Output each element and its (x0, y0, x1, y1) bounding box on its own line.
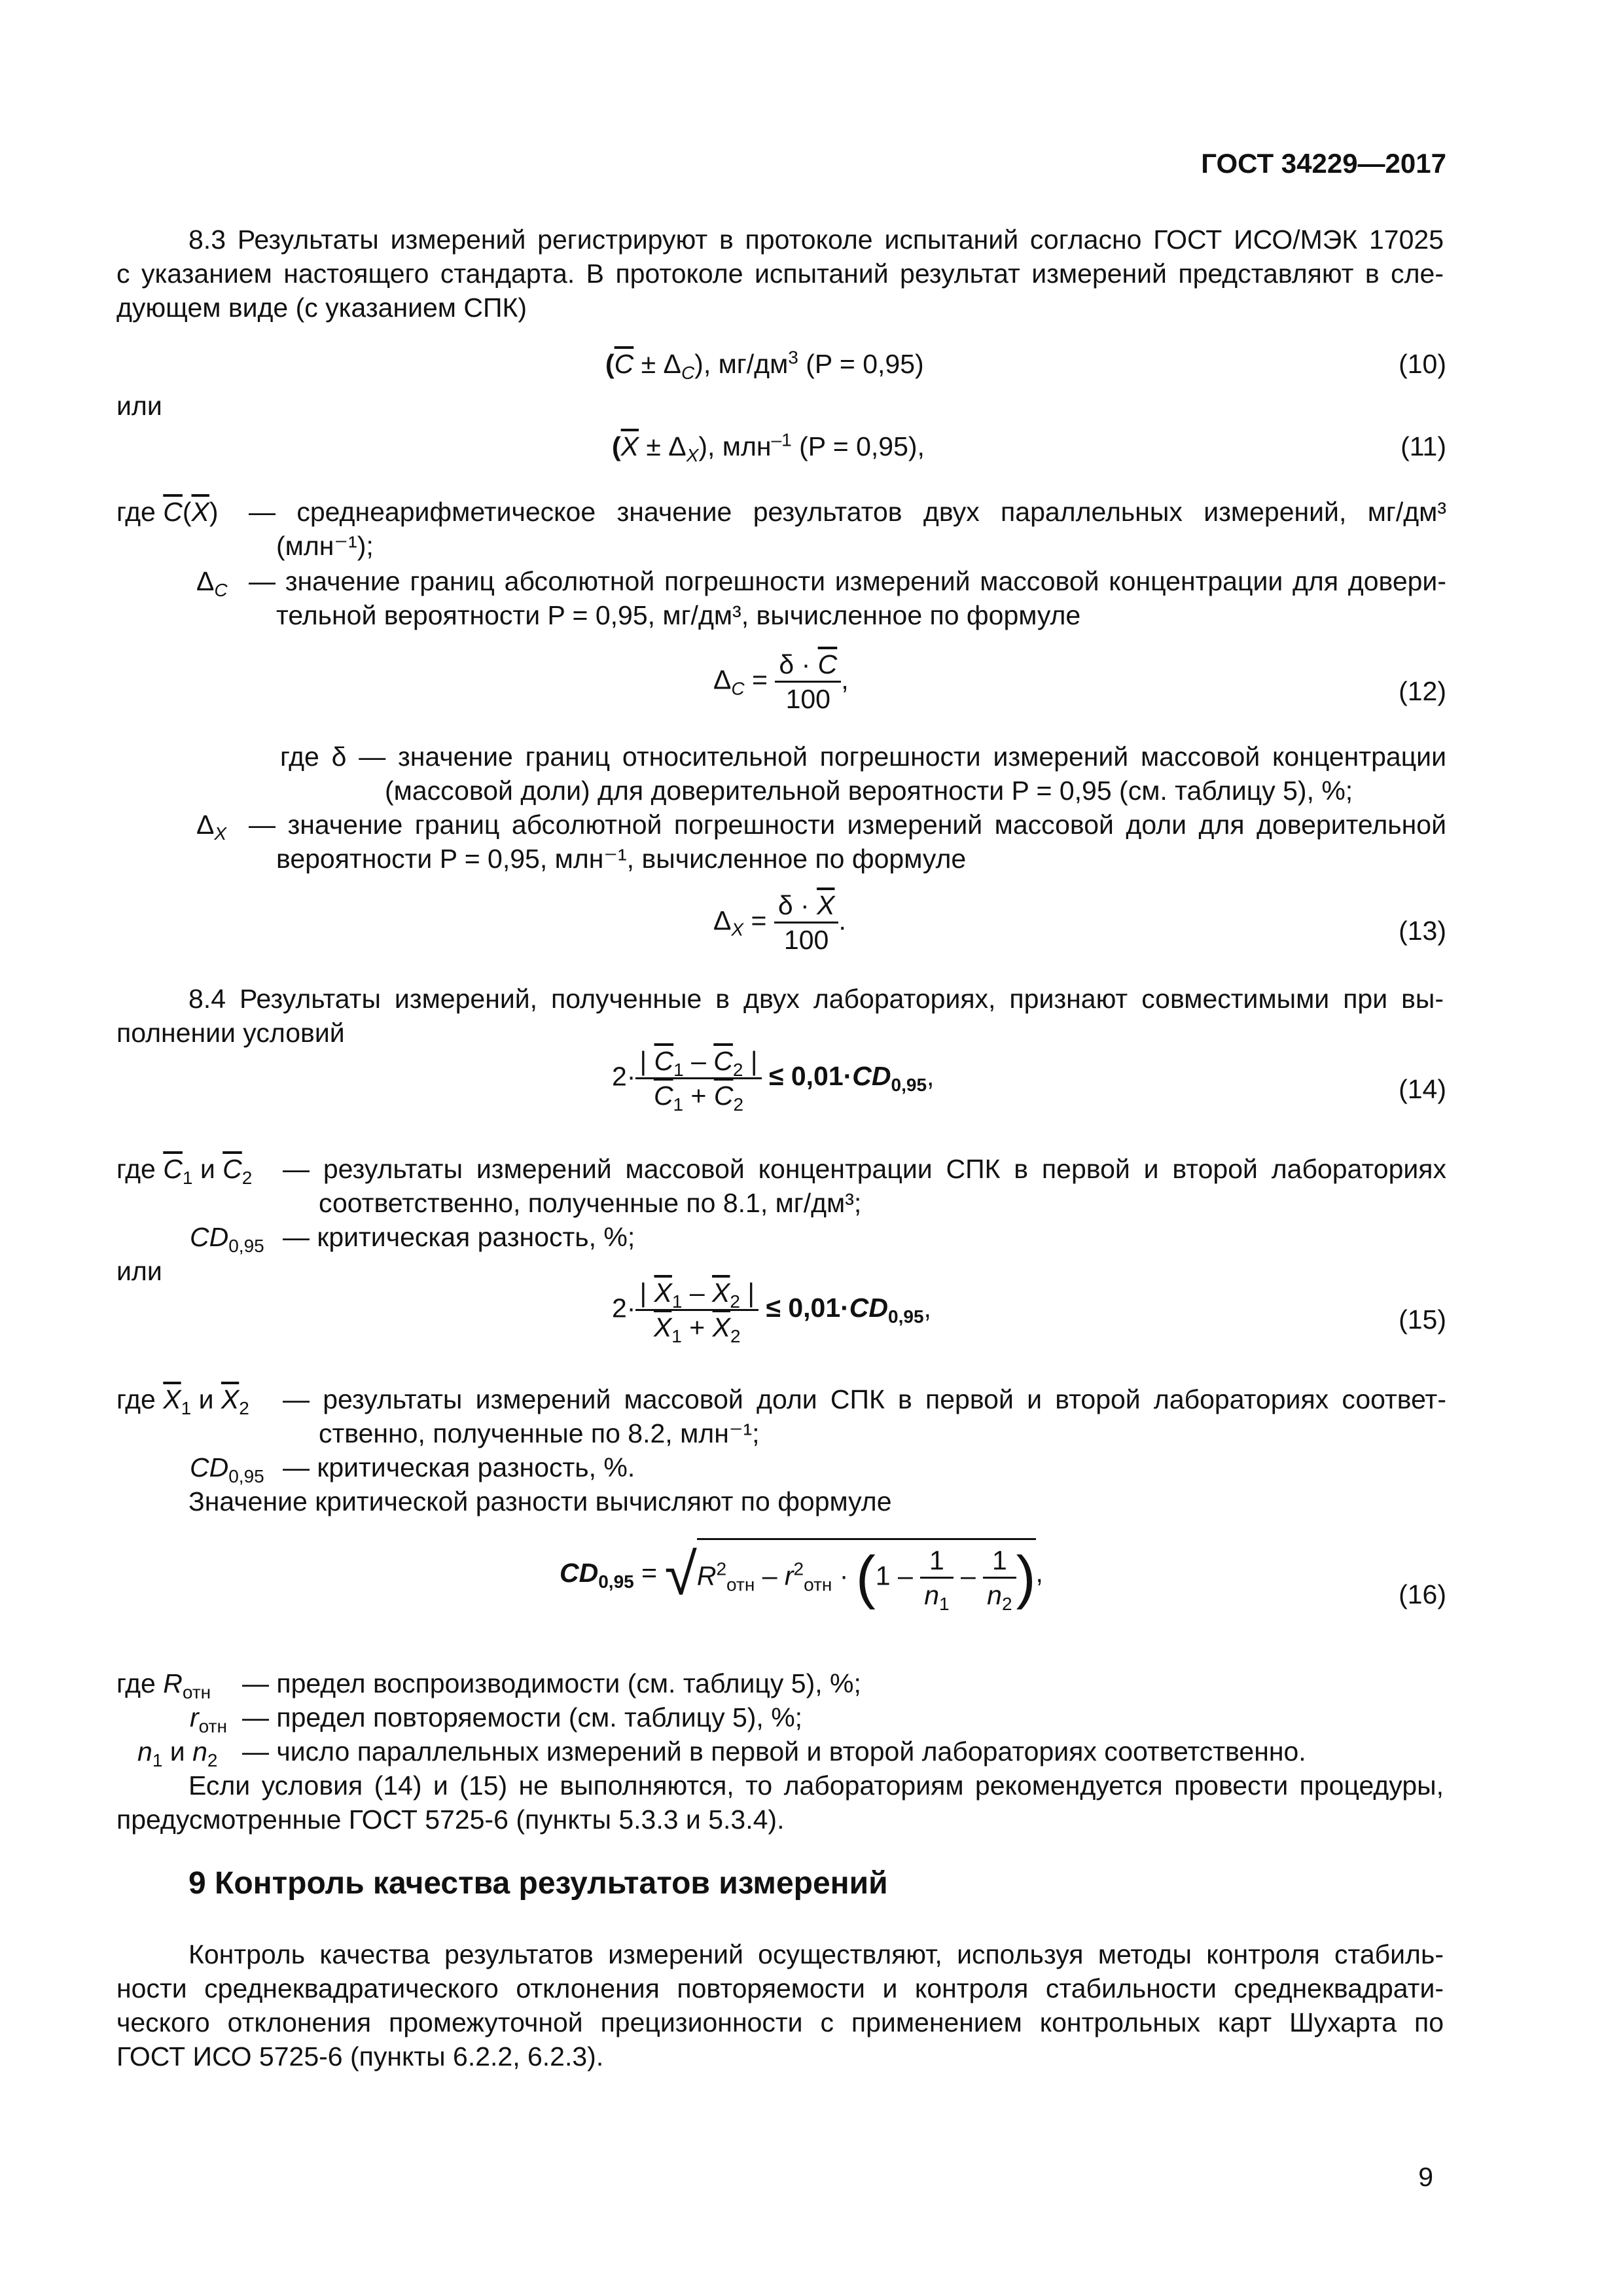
cd-symbol: $CD_{0,95}$ (190, 1452, 264, 1487)
formula-12: $\Delta_C$ = $\frac{\delta \cdot \overline{C}}{100}$ , (713, 649, 849, 714)
definition-reproducibility: — предел воспроизводимости (см. таблицу 5), %; (242, 1668, 861, 1698)
paragraph-line: с указанием настоящего стандарта. В протоколе испытаний результат измерений представляют в сле- (116, 259, 1444, 289)
paragraph-8-3 (116, 223, 1444, 325)
definition-x1-x2 (283, 1382, 1446, 1450)
definition-repeatability: — предел повторяемости (см. таблицу 5), %; (242, 1702, 803, 1732)
definition-line: — среднеарифметическое значение результатов двух параллельных измерений, мг/дм³ (249, 497, 1446, 527)
or-word: или (116, 391, 162, 421)
n-symbols: $n_1$ и $n_2$ (137, 1736, 218, 1771)
definition-line: тельной вероятности P = 0,95, мг/дм³, вычисленное по формуле (276, 600, 1081, 630)
definition-c1-c2 (283, 1152, 1446, 1220)
definition-mean (249, 495, 1446, 563)
formula-10-unit: ), мг/дм (694, 349, 789, 379)
where-label: где $R_{отн}$ (116, 1668, 211, 1703)
formula-13: $\Delta_X$ = $\frac{\delta \cdot \overline{X}}{100}$ . (713, 890, 846, 955)
equation-number-12: (12) (1399, 676, 1446, 706)
definition-line: где δ — значение границ относительной погрешности измерений массовой концентрации (280, 742, 1446, 772)
paragraph-8-4 (116, 982, 1444, 1050)
definition-delta-c (249, 564, 1446, 632)
formula-10: $(\overline{C} \pm \Delta_C)$, $мг/дм^3$ (P = 0,95) (605, 347, 924, 384)
equation-number-13: (13) (1399, 916, 1446, 946)
definition-line: вероятности P = 0,95, млн⁻¹, вычисленное по формуле (276, 844, 967, 874)
equation-number-15: (15) (1399, 1304, 1446, 1335)
definition-delta (280, 740, 1446, 808)
page-number: 9 (1418, 2162, 1433, 2192)
definition-delta-x (249, 808, 1446, 876)
paragraph-9 (116, 1937, 1444, 2073)
definition-line: — значение границ абсолютной погрешности измерений массовой доли для доверительной (249, 810, 1446, 840)
formula-11-unit: ), млн (698, 431, 772, 461)
definition-cd: — критическая разность, %. (283, 1452, 635, 1482)
delta-x-symbol: $\Delta_X$ (196, 810, 227, 844)
document-header: ГОСТ 34229—2017 (1201, 148, 1446, 179)
definition-n: — число параллельных измерений в первой и второй лабораториях соответственно. (242, 1736, 1306, 1767)
paragraph-conditions (116, 1768, 1444, 1837)
equation-number-10: (10) (1399, 349, 1446, 379)
equation-number-11: (11) (1400, 431, 1446, 461)
definition-line: — значение границ абсолютной погрешности измерений массовой концентрации для довери- (249, 566, 1446, 596)
definition-line: (млн⁻¹); (276, 531, 374, 561)
where-label: где $\overline{C}_1$ и $\overline{C}_2$ (116, 1154, 253, 1189)
paragraph-line: предусмотренные ГОСТ 5725-6 (пункты 5.3.3 и 5.3.4). (116, 1804, 785, 1835)
paragraph-line: ности среднеквадратического отклонения повторяемости и контроля стабильности среднеквадрати- (116, 1973, 1444, 2003)
formula-14: 2· $\frac{| \overline{C}_1 - \overline{C}_2 |}{\overline{C}_1 + \overline{C}_2}$ ≤ $0,01\cdot CD_{0,95}$, (612, 1046, 935, 1115)
formula-16: $CD_{0,95} = √R^2_{отн} - r^2_{отн} \cdot (1$ – $\frac{1}{n_1}$ – $\frac{1}{n_2}$ ), (560, 1538, 1043, 1611)
definition-line: соответственно, полученные по 8.1, мг/дм³; (319, 1188, 862, 1218)
or-word: или (116, 1256, 162, 1286)
definition-line: (массовой доли) для доверительной вероятности P = 0,95 (см. таблицу 5), %; (385, 776, 1353, 806)
equation-number-16: (16) (1399, 1579, 1446, 1609)
equation-number-14: (14) (1399, 1074, 1446, 1104)
cd-symbol: $CD_{0,95}$ (190, 1222, 264, 1257)
r-symbol: $r_{отн}$ (190, 1702, 227, 1737)
where-label: где $\overline{X}_1$ и $\overline{X}_2$ (116, 1384, 249, 1419)
definition-cd: — критическая разность, %; (283, 1222, 635, 1252)
paragraph-line: Если условия (14) и (15) не выполняются, то лабораториям рекомендуется провести процедуры, (188, 1770, 1444, 1801)
paragraph-line: 8.4 Результаты измерений, полученные в двух лабораториях, признают совместимыми при вы- (188, 984, 1444, 1014)
paragraph-line: 8.3 Результаты измерений регистрируют в протоколе испытаний согласно ГОСТ ИСО/МЭК 17025 (188, 224, 1444, 255)
paragraph-line: полнении условий (116, 1018, 345, 1048)
definition-line: — результаты измерений массовой доли СПК в первой и второй лабораториях соответ- (283, 1384, 1446, 1414)
paragraph-line: ГОСТ ИСО 5725-6 (пункты 6.2.2, 6.2.3). (116, 2041, 604, 2072)
cd-intro: Значение критической разности вычисляют по формуле (188, 1486, 892, 1516)
paragraph-line: дующем виде (с указанием СПК) (116, 293, 527, 323)
where-label: где $\overline{C}(\overline{X})$ (116, 497, 219, 527)
paragraph-line: ческого отклонения промежуточной прецизионности с применением контрольных карт Шухарта по (116, 2007, 1444, 2037)
delta-c-symbol: $\Delta_C$ (196, 566, 228, 601)
formula-11: $(\overline{X} \pm \Delta_X)$, млн$^{-1}$ (P = 0,95), (612, 429, 925, 466)
section-9-title: 9 Контроль качества результатов измерений (188, 1866, 888, 1901)
definition-line: ственно, полученные по 8.2, млн⁻¹; (319, 1418, 760, 1448)
definition-line: — результаты измерений массовой концентрации СПК в первой и второй лабораториях (283, 1154, 1446, 1184)
formula-15: 2· $\frac{| \overline{X}_1 - \overline{X}_2 |}{\overline{X}_1 + \overline{X}_2}$ ≤ $0,01\cdot CD_{0,95}$, (612, 1278, 931, 1347)
formula-11-tail: (P = 0,95), (791, 431, 925, 461)
formula-10-tail: (P = 0,95) (798, 349, 924, 379)
paragraph-line: Контроль качества результатов измерений осуществляют, используя методы контроля стабиль- (188, 1939, 1444, 1969)
